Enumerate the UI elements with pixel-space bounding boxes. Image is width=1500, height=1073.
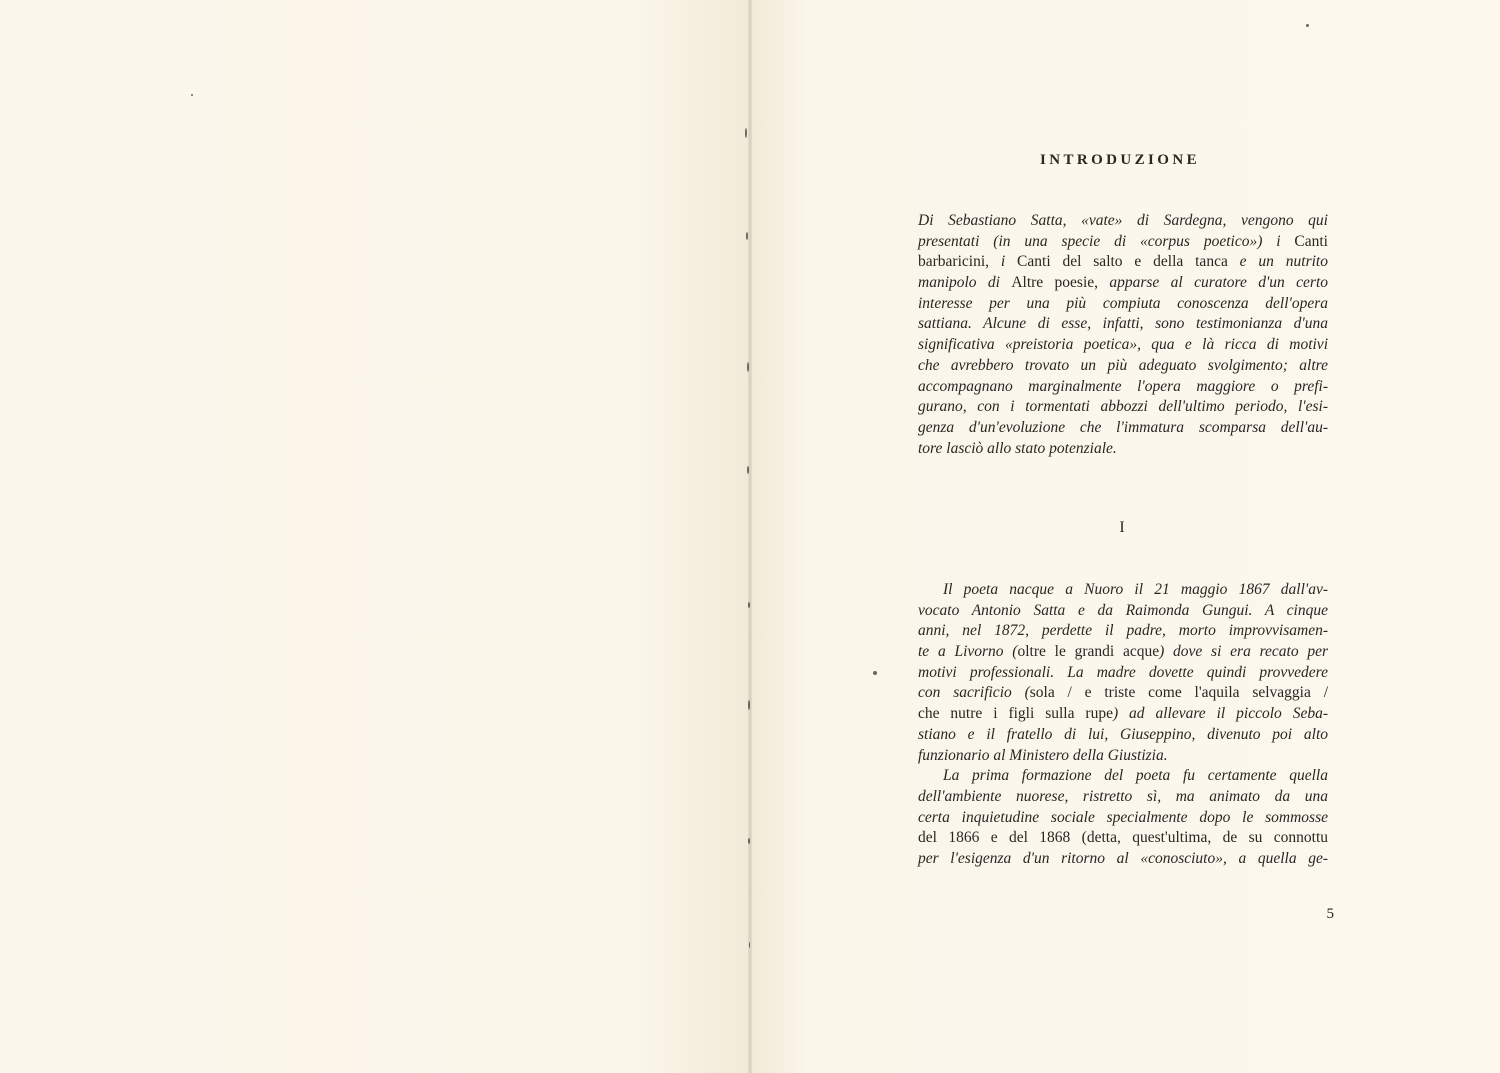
text-line: certa inquietudine sociale specialmente dopo le sommosse bbox=[918, 808, 1328, 826]
text-line: presentati (in una specie di «corpus poetico») i Canti bbox=[918, 232, 1328, 250]
paper-speck bbox=[873, 671, 877, 675]
text-line: te a Livorno (oltre le grandi acque) dove si era recato per bbox=[918, 643, 1329, 661]
paper-speck bbox=[191, 94, 193, 96]
page-number: 5 bbox=[1326, 906, 1334, 922]
text-line: gurano, con i tormentati abbozzi dell'ultimo periodo, l'esi- bbox=[918, 398, 1328, 416]
section-number: I bbox=[1119, 519, 1125, 536]
paper-speck bbox=[1306, 24, 1309, 27]
text-line: motivi professionali. La madre dovette quindi provvedere bbox=[918, 663, 1328, 681]
text-line: La prima formazione del poeta fu certamente quella bbox=[943, 767, 1328, 785]
text-line: funzionario al Ministero della Giustizia. bbox=[918, 746, 1168, 764]
text-line: accompagnano marginalmente l'opera maggiore o prefi- bbox=[918, 377, 1328, 395]
text-line: stiano e il fratello di lui, Giuseppino, divenuto poi alto bbox=[918, 725, 1328, 743]
chapter-title: INTRODUZIONE bbox=[1040, 152, 1200, 168]
text-line: anni, nel 1872, perdette il padre, morto improvvisamen- bbox=[918, 622, 1328, 640]
text-line: vocato Antonio Satta e da Raimonda Gungui. A cinque bbox=[918, 601, 1328, 619]
text-line: genza d'un'evoluzione che l'immatura scomparsa dell'au- bbox=[918, 418, 1328, 436]
text-line: del 1866 e del 1868 (detta, quest'ultima, de su connottu bbox=[918, 829, 1328, 847]
text-line: che nutre i figli sulla rupe) ad allevare il piccolo Seba- bbox=[918, 705, 1328, 723]
text-line: interesse per una più compiuta conoscenza dell'opera bbox=[918, 294, 1328, 312]
text-line: significativa «preistoria poetica», qua e là ricca di motivi bbox=[918, 336, 1328, 354]
text-line: Di Sebastiano Satta, «vate» di Sardegna, vengono qui bbox=[918, 212, 1328, 229]
text-line: dell'ambiente nuorese, ristretto sì, ma animato da una bbox=[918, 787, 1328, 805]
text-line: che avrebbero trovato un più adeguato svolgimento; altre bbox=[918, 356, 1328, 374]
section-paragraph bbox=[918, 580, 1328, 870]
text-line: manipolo di Altre poesie, apparse al curatore d'un certo bbox=[918, 274, 1329, 292]
text-line: Il poeta nacque a Nuoro il 21 maggio 1867 dall'av- bbox=[943, 581, 1328, 598]
intro-paragraph bbox=[918, 211, 1328, 459]
text-line: per l'esigenza d'un ritorno al «conosciuto», a quella ge- bbox=[918, 849, 1328, 867]
text-line: con sacrificio (sola / e triste come l'aquila selvaggia / bbox=[918, 684, 1328, 702]
text-line: sattiana. Alcune di esse, infatti, sono testimonianza d'una bbox=[918, 315, 1328, 333]
text-line: tore lasciò allo stato potenziale. bbox=[918, 439, 1117, 457]
book-gutter bbox=[748, 0, 752, 1073]
paper-speck bbox=[745, 128, 747, 138]
text-line: barbaricini, i Canti del salto e della tanca e un nutrito bbox=[918, 253, 1328, 271]
